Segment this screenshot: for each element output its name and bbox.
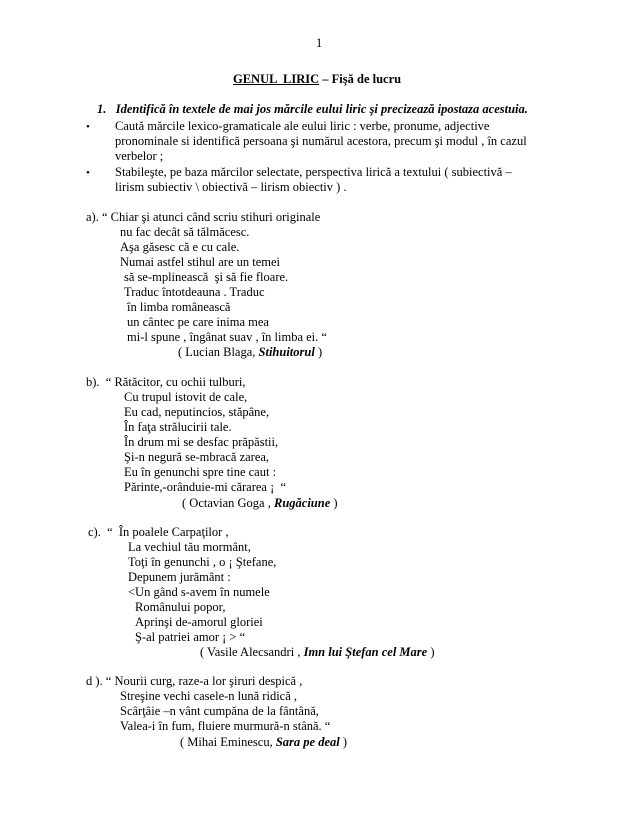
poem-b-source bbox=[182, 496, 338, 511]
title-separator: – bbox=[319, 72, 332, 86]
poem-a-line: Traduc întotdeauna . Traduc bbox=[124, 285, 265, 299]
source-title: Imn lui Ştefan cel Mare bbox=[303, 645, 428, 659]
source-close: ) bbox=[330, 496, 338, 510]
poem-c-line: Aprinşi de-amorul gloriei bbox=[135, 615, 263, 629]
poem-a-line: în limba românească bbox=[127, 300, 231, 314]
poem-a-line: a). “ Chiar şi atunci când scriu stihuri originale bbox=[86, 210, 321, 224]
poem-b-line: Eu în genunchi spre tine caut : bbox=[124, 465, 277, 479]
bullet-1-line: Caută mărcile lexico-gramaticale ale eului liric : verbe, pronume, adjective bbox=[115, 119, 490, 133]
poem-a-line: nu fac decât să tălmăcesc. bbox=[120, 225, 250, 239]
source-title: Sara pe deal bbox=[275, 735, 340, 749]
poem-b-line: b). “ Rătăcitor, cu ochii tulburi, bbox=[86, 375, 246, 389]
poem-c-line: Depunem jurământ : bbox=[128, 570, 231, 584]
bullet-1-line: verbelor ; bbox=[115, 149, 164, 163]
poem-b-line: Eu cad, neputincios, stăpâne, bbox=[124, 405, 270, 419]
bullet-2-icon: • bbox=[86, 167, 90, 179]
source-author: ( Lucian Blaga, bbox=[178, 345, 259, 359]
poem-d-line: d ). “ Nourii curg, raze-a lor şiruri despică , bbox=[86, 674, 303, 688]
source-close: ) bbox=[427, 645, 435, 659]
poem-c-line: c). “ În poalele Carpaţilor , bbox=[88, 525, 229, 539]
page-title bbox=[233, 72, 401, 87]
poem-d-line: Valea-i în fum, fluiere murmură-n stână. “ bbox=[120, 719, 331, 733]
poem-b-line: În drum mi se desfac prăpăstii, bbox=[124, 435, 279, 449]
title-subtitle: Fişă de lucru bbox=[331, 72, 402, 86]
poem-c-line: Ş-al patriei amor ¡ > “ bbox=[135, 630, 246, 644]
poem-a-line: mi-l spune , îngânat suav , în limba ei. “ bbox=[127, 330, 327, 344]
poem-a-line: Aşa găsesc că e cu cale. bbox=[120, 240, 240, 254]
bullet-1-icon: • bbox=[86, 121, 90, 133]
bullet-1-line: pronominale si identifică persoana şi numărul acestora, precum şi modul , în cazul bbox=[115, 134, 527, 148]
poem-b-line: În faţa strălucirii tale. bbox=[124, 420, 232, 434]
source-close: ) bbox=[314, 345, 323, 359]
source-close: ) bbox=[339, 735, 348, 749]
poem-a-line: un cântec pe care inima mea bbox=[127, 315, 269, 329]
poem-d-source bbox=[180, 735, 347, 750]
bullet-2-line: Stabileşte, pe baza mărcilor selectate, perspectiva lirică a textului ( subiectivă – bbox=[115, 165, 512, 179]
poem-a-line: să se-mplinească şi să fie floare. bbox=[124, 270, 289, 284]
poem-d-line: Scârţâie –n vânt cumpăna de la fântână, bbox=[120, 704, 319, 718]
title-main: GENUL LIRIC bbox=[233, 72, 320, 86]
source-title: Rugăciune bbox=[273, 496, 331, 510]
task-heading: 1. Identifică în textele de mai jos mărcile eului liric şi precizează ipostaza acestuia. bbox=[97, 102, 528, 116]
poem-b-line: Şi-n negură se-mbracă zarea, bbox=[124, 450, 270, 464]
source-author: ( Octavian Goga , bbox=[182, 496, 274, 510]
poem-b-line: Cu trupul istovit de cale, bbox=[124, 390, 248, 404]
poem-a-source bbox=[178, 345, 322, 360]
source-author: ( Vasile Alecsandri , bbox=[200, 645, 304, 659]
poem-c-line: Toţi în genunchi , o ¡ Ştefane, bbox=[128, 555, 277, 569]
poem-a-line: Numai astfel stihul are un temei bbox=[120, 255, 281, 269]
page-number: 1 bbox=[316, 36, 323, 50]
bullet-2-line: lirism subiectiv \ obiectivă – lirism obiectiv ) . bbox=[115, 180, 347, 194]
poem-c-line: <Un gând s-avem în numele bbox=[128, 585, 270, 599]
poem-c-source bbox=[200, 645, 435, 660]
poem-c-line: La vechiul tău mormânt, bbox=[128, 540, 251, 554]
poem-d-line: Streşine vechi casele-n lună ridică , bbox=[120, 689, 298, 703]
poem-c-line: Românului popor, bbox=[135, 600, 226, 614]
source-author: ( Mihai Eminescu, bbox=[180, 735, 276, 749]
source-title: Stihuitorul bbox=[258, 345, 315, 359]
poem-b-line: Părinte,-orânduie-mi cărarea ¡ “ bbox=[124, 480, 287, 494]
